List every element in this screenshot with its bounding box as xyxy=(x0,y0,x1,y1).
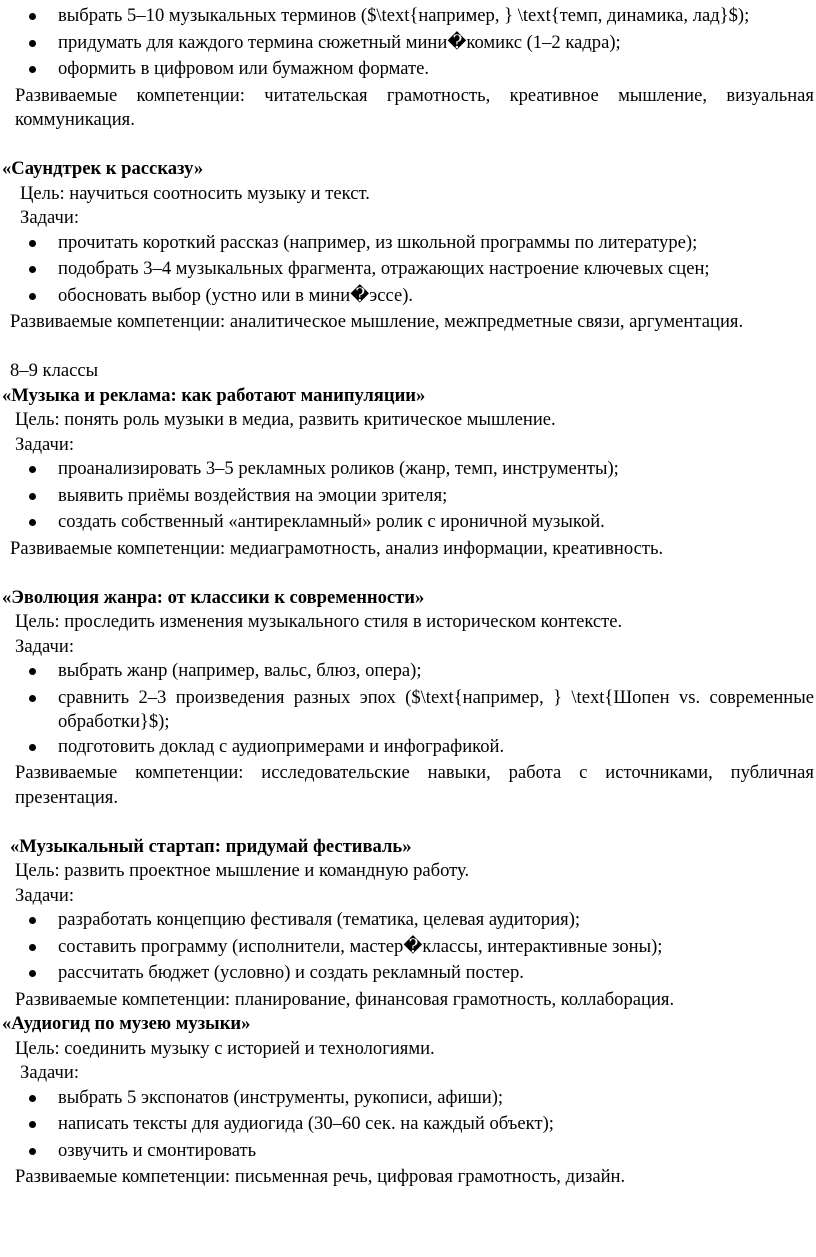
list-item: выявить приёмы воздействия на эмоции зрителя; xyxy=(2,484,814,511)
genre-tasks-label: Задачи: xyxy=(15,635,75,657)
festival-goal: Цель: развить проектное мышление и командную работу. xyxy=(15,860,470,881)
list-item: разработать концепцию фестиваля (тематика, целевая аудитория); xyxy=(2,908,814,935)
advertising-goal: Цель: понять роль музыки в медиа, развить критическое мышление. xyxy=(15,409,556,430)
list-item: выбрать жанр (например, вальс, блюз, опера); xyxy=(2,659,814,686)
grade-label: 8–9 классы xyxy=(10,360,99,381)
list-item: написать тексты для аудиогида (30–60 сек. на каждый объект); xyxy=(2,1112,814,1139)
genre-competencies: Развиваемые компетенции: исследовательские навыки, работа с источниками, публичная презентация. xyxy=(15,762,814,808)
list-item: подобрать 3–4 музыкальных фрагмента, отражающих настроение ключевых сцен; xyxy=(2,257,814,284)
festival-competencies: Развиваемые компетенции: планирование, финансовая грамотность, коллаборация. xyxy=(15,988,675,1010)
document-page xyxy=(2,4,814,1190)
audioguide-tasks-label: Задачи: xyxy=(20,1062,80,1083)
list-item: сравнить 2–3 произведения разных эпох ($\text{например, } \text{Шопен vs. современные обработки}$); xyxy=(2,686,814,735)
list-item: придумать для каждого термина сюжетный мини�комикс (1–2 кадра); xyxy=(2,31,814,58)
list-item: составить программу (исполнители, мастер�классы, интерактивные зоны); xyxy=(2,935,814,962)
advertising-title: «Музыка и реклама: как работают манипуляции» xyxy=(2,384,426,406)
audioguide-task-list xyxy=(2,1086,814,1166)
soundtrack-task-list xyxy=(2,231,814,311)
intro-task-list xyxy=(2,4,814,84)
festival-tasks-label: Задачи: xyxy=(15,884,75,906)
list-item: выбрать 5–10 музыкальных терминов ($\text{например, } \text{темп, динамика, лад}$); xyxy=(2,4,814,31)
audioguide-title: «Аудиогид по музею музыки» xyxy=(2,1013,251,1034)
audioguide-competencies: Развиваемые компетенции: письменная речь, цифровая грамотность, дизайн. xyxy=(15,1166,626,1187)
advertising-task-list xyxy=(2,457,814,537)
list-item: прочитать короткий рассказ (например, из школьной программы по литературе); xyxy=(2,231,814,258)
audioguide-goal: Цель: соединить музыку с историей и технологиями. xyxy=(15,1037,435,1059)
genre-goal: Цель: проследить изменения музыкального стиля в историческом контексте. xyxy=(15,611,623,632)
festival-task-list xyxy=(2,908,814,988)
soundtrack-competencies: Развиваемые компетенции: аналитическое мышление, межпредметные связи, аргументация. xyxy=(10,311,744,332)
list-item: озвучить и смонтировать xyxy=(2,1139,814,1166)
soundtrack-tasks-label: Задачи: xyxy=(20,207,80,228)
intro-competencies: Развиваемые компетенции: читательская грамотность, креативное мышление, визуальная коммуникация. xyxy=(15,84,814,130)
advertising-tasks-label: Задачи: xyxy=(15,433,75,455)
list-item: выбрать 5 экспонатов (инструменты, рукописи, афиши); xyxy=(2,1086,814,1113)
list-item: создать собственный «антирекламный» ролик с ироничной музыкой. xyxy=(2,510,814,537)
list-item: рассчитать бюджет (условно) и создать рекламный постер. xyxy=(2,961,814,988)
list-item: проанализировать 3–5 рекламных роликов (жанр, темп, инструменты); xyxy=(2,457,814,484)
genre-title: «Эволюция жанра: от классики к современности» xyxy=(2,586,425,608)
soundtrack-goal: Цель: научиться соотносить музыку и текст. xyxy=(20,182,370,204)
festival-title: «Музыкальный стартап: придумай фестиваль» xyxy=(10,835,412,857)
genre-task-list xyxy=(2,659,814,761)
list-item: подготовить доклад с аудиопримерами и инфографикой. xyxy=(2,735,814,762)
soundtrack-title: «Саундтрек к рассказу» xyxy=(2,158,204,179)
list-item: оформить в цифровом или бумажном формате. xyxy=(2,57,814,84)
advertising-competencies: Развиваемые компетенции: медиаграмотность, анализ информации, креативность. xyxy=(10,537,664,559)
list-item: обосновать выбор (устно или в мини�эссе). xyxy=(2,284,814,311)
